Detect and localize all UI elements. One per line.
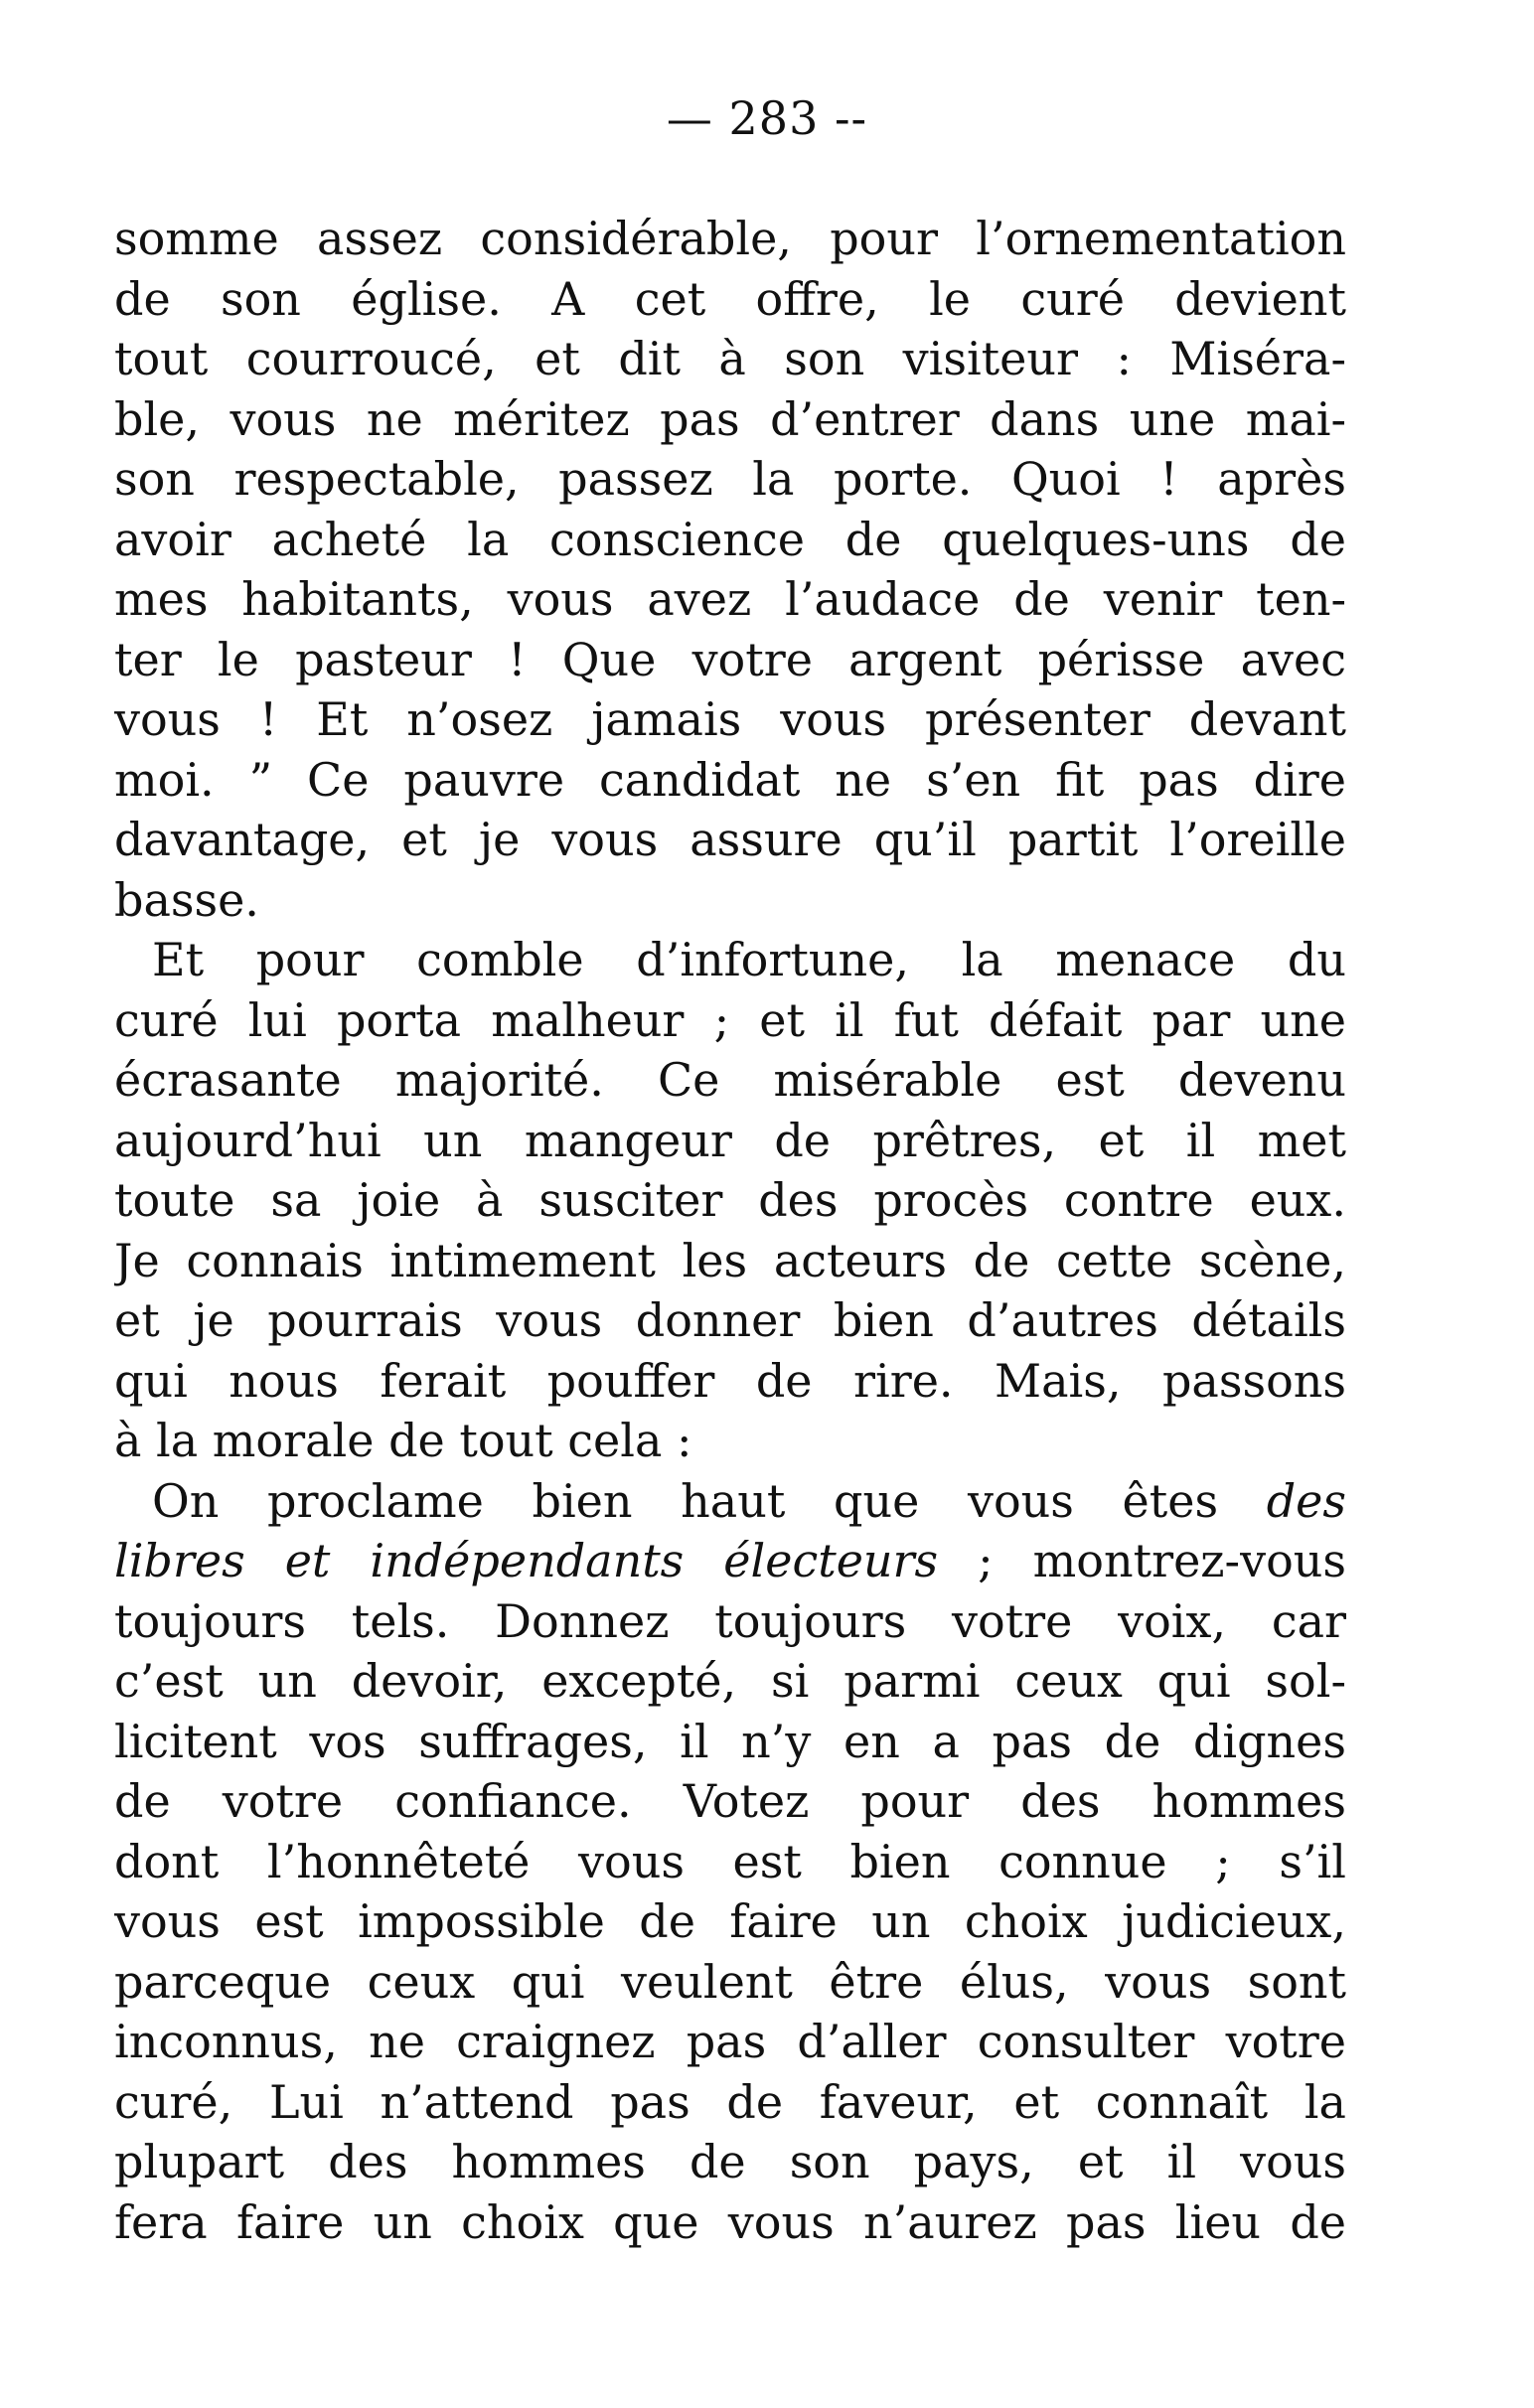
text-line: écrasante majorité. Ce misérable est devenu: [114, 1053, 1346, 1107]
text-line: plupart des hommes de son pays, et il vous: [114, 2135, 1346, 2188]
text-line: inconnus, ne craignez pas d’aller consulter votre: [114, 2015, 1346, 2068]
text-line: aujourd’hui un mangeur de prêtres, et il met: [114, 1113, 1346, 1167]
paragraph-start-line: [114, 1471, 1346, 1532]
text-line: ter le pasteur ! Que votre argent périsse avec: [114, 632, 1346, 686]
text-line: toute sa joie à susciter des procès contre eux.: [114, 1173, 1346, 1227]
text-line: vous est impossible de faire un choix judicieux,: [114, 1894, 1346, 1948]
text-line: Je connais intimement les acteurs de cette scène,: [114, 1233, 1346, 1287]
text-line: et je pourrais vous donner bien d’autres détails: [114, 1293, 1346, 1347]
text-line: [114, 1531, 1346, 1591]
text-line: somme assez considérable, pour l’ornementation: [114, 212, 1346, 265]
page-number: — 283 --: [666, 91, 868, 145]
text-line: toujours tels. Donnez toujours votre voix, car: [114, 1593, 1346, 1648]
text-segment: On proclame bien haut que vous êtes: [152, 1473, 1267, 1528]
text-line: de votre confiance. Votez pour des hommes: [114, 1774, 1346, 1828]
text-line: curé lui porta malheur ; et il fut défait par une: [114, 992, 1346, 1047]
text-line: dont l’honnêteté vous est bien connue ; s’il: [114, 1834, 1346, 1888]
text-line: curé, Lui n’attend pas de faveur, et connaît la: [114, 2074, 1346, 2129]
text-line: de son église. A cet offre, le curé devient: [114, 271, 1346, 326]
italic-text: des: [1266, 1473, 1346, 1528]
text-line: tout courroucé, et dit à son visiteur : Miséra-: [114, 332, 1346, 385]
text-line: c’est un devoir, excepté, si parmi ceux qui sol-: [114, 1654, 1346, 1708]
text-line: mes habitants, vous avez l’audace de venir ten-: [114, 572, 1346, 626]
body-text: [114, 209, 1346, 2252]
text-segment: ; montrez-vous: [938, 1534, 1346, 1587]
text-line: ble, vous ne méritez pas d’entrer dans une mai-: [114, 391, 1346, 446]
text-line: moi. ” Ce pauvre candidat ne s’en fit pas dire: [114, 752, 1346, 807]
text-line: licitent vos suffrages, il n’y en a pas de dignes: [114, 1714, 1346, 1768]
text-line: qui nous ferait pouffer de rire. Mais, passons: [114, 1353, 1346, 1408]
text-line: fera faire un choix que vous n’aurez pas lieu de: [114, 2194, 1346, 2249]
paragraph-end-line: à la morale de tout cela :: [114, 1414, 692, 1467]
paragraph-start-line: Et pour comble d’infortune, la menace du: [152, 933, 1346, 986]
text-line: vous ! Et n’osez jamais vous présenter devant: [114, 692, 1346, 746]
text-line: son respectable, passez la porte. Quoi ! après: [114, 452, 1346, 506]
italic-text: libres et indépendants électeurs: [114, 1534, 939, 1587]
text-line: davantage, et je vous assure qu’il partit l’oreille: [114, 813, 1346, 866]
text-line: avoir acheté la conscience de quelques-uns de: [114, 512, 1346, 566]
paragraph-end-line: basse.: [114, 872, 259, 927]
text-line: parceque ceux qui veulent être élus, vous sont: [114, 1954, 1346, 2009]
